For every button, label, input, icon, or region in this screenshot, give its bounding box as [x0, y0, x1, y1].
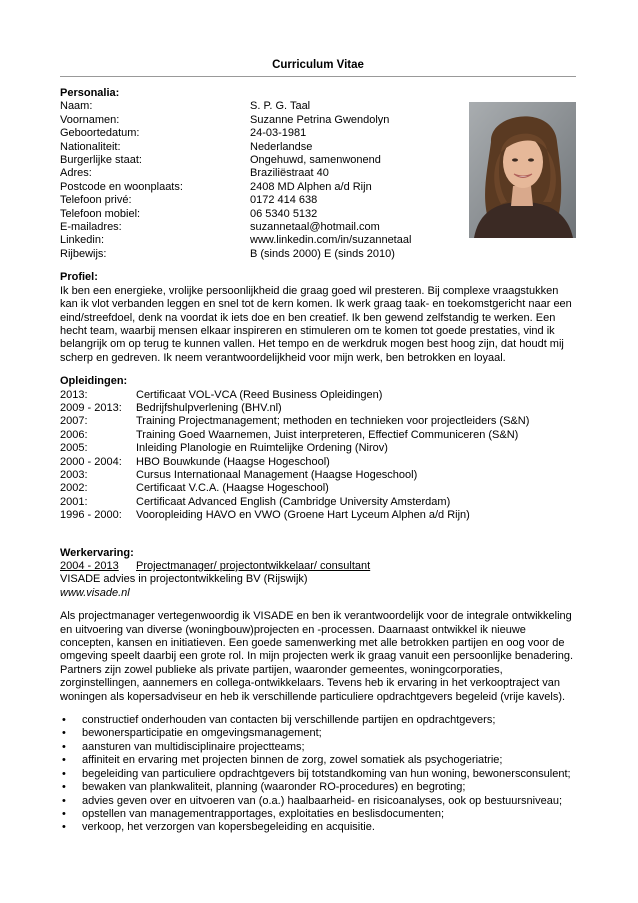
document-title: Curriculum Vitae — [272, 59, 364, 71]
personalia-value: 2408 MD Alphen a/d Rijn — [250, 180, 372, 193]
personalia-label: Telefoon privé: — [60, 194, 132, 207]
opleiding-row — [60, 389, 576, 402]
opleiding-row — [60, 496, 576, 509]
opleiding-text: Certificaat V.C.A. (Haagse Hogeschool) — [136, 482, 329, 495]
personalia-label: Postcode en woonplaats: — [60, 180, 183, 193]
opleiding-text: HBO Bouwkunde (Haagse Hogeschool) — [136, 455, 330, 468]
profiel-section — [60, 271, 576, 365]
opleiding-text: Cursus Internationaal Management (Haagse Hogeschool) — [136, 468, 418, 481]
opleiding-year: 2000 - 2004: — [60, 455, 122, 468]
job-description: Als projectmanager vertegenwoordig ik VISADE en ben ik verantwoordelijk voor de integrale ontwikkeling en uitvoering van diverse (woningbouw)projecten en -processen. Daarnaast ontwikkel ik nieuwe concepten, kansen en initiatieven. Een goede samenwerking met alle betrokken partijen en oog voor de omgeving speelt daarbij een grote rol. In mijn projecten werk ik graag vanuit een persoonlijke benadering. Partners zijn zowel publieke als private partijen, waaronder gemeentes, woningcorporaties, zorginstellingen, aannemers en collega-ontwikkelaars. Tevens heb ik ervaring in het verkooptraject van woningen als kopersadviseur en heb ik verschillende particuliere opdrachtgevers begeleid (vrije kavels). — [60, 610, 574, 703]
opleiding-row — [60, 442, 576, 455]
opleiding-year: 2005: — [60, 442, 88, 455]
job-header — [60, 560, 576, 573]
opleiding-text: Inleiding Planologie en Ruimtelijke Ordening (Nirov) — [136, 442, 388, 455]
job-bullet-item: • verkoop, het verzorgen van kopersbegeleiding en acquisitie. — [60, 821, 576, 834]
profile-photo — [469, 102, 576, 238]
opleiding-year: 2001: — [60, 495, 88, 508]
title-rule — [60, 76, 576, 77]
opleidingen-section — [60, 375, 576, 522]
opleiding-text: Certificaat Advanced English (Cambridge University Amsterdam) — [136, 495, 451, 508]
opleiding-row — [60, 456, 576, 469]
job-bullet-item: • constructief onderhouden van contacten bij verschillende partijen en opdrachtgevers; — [60, 714, 576, 727]
opleiding-row — [60, 469, 576, 482]
job-bullet-item: • affiniteit en ervaring met projecten binnen de zorg, zowel somatiek als psychogeriatrie; — [60, 754, 576, 767]
personalia-value: 06 5340 5132 — [250, 207, 318, 220]
job-bullet-item: • aansturen van multidisciplinaire projectteams; — [60, 741, 576, 754]
opleiding-text: Certificaat VOL-VCA (Reed Business Opleidingen) — [136, 388, 383, 401]
job-website: www.visade.nl — [60, 586, 130, 599]
opleiding-text: Vooropleiding HAVO en VWO (Groene Hart Lyceum Alphen a/d Rijn) — [136, 509, 470, 522]
opleiding-year: 1996 - 2000: — [60, 509, 122, 522]
personalia-value: www.linkedin.com/in/suzannetaal — [250, 234, 412, 247]
personalia-row — [60, 248, 576, 261]
job-bullet-list — [60, 714, 576, 835]
personalia-label: Nationaliteit: — [60, 140, 121, 153]
opleiding-row — [60, 429, 576, 442]
opleiding-year: 2007: — [60, 415, 88, 428]
personalia-value: 24-03-1981 — [250, 127, 307, 140]
personalia-label: Naam: — [60, 100, 93, 113]
personalia-label: Telefoon mobiel: — [60, 207, 141, 220]
personalia-label: Linkedin: — [60, 234, 105, 247]
personalia-value: S. P. G. Taal — [250, 100, 311, 113]
opleiding-row — [60, 509, 576, 522]
opleiding-year: 2006: — [60, 428, 88, 441]
opleiding-row — [60, 482, 576, 495]
profiel-heading: Profiel: — [60, 271, 98, 284]
job-bullet-item: • advies geven over en uitvoeren van (o.a.) haalbaarheid- en risicoanalyses, ook op bestuursniveau; — [60, 795, 576, 808]
opleiding-row — [60, 415, 576, 428]
personalia-label: Adres: — [60, 167, 92, 180]
personalia-value: Ongehuwd, samenwonend — [250, 154, 381, 167]
opleiding-text: Training Projectmanagement; methoden en technieken voor projectleiders (S&N) — [136, 415, 530, 428]
personalia-value: Braziliëstraat 40 — [250, 167, 329, 180]
opleidingen-heading: Opleidingen: — [60, 375, 128, 388]
job-bullet-item: • bewaken van plankwaliteit, planning (waaronder RO-procedures) en begroting; — [60, 781, 576, 794]
werkervaring-section — [60, 547, 576, 835]
opleiding-text: Bedrijfshulpverlening (BHV.nl) — [136, 401, 282, 414]
personalia-label: Geboortedatum: — [60, 127, 140, 140]
opleiding-year: 2009 - 2013: — [60, 401, 122, 414]
opleiding-year: 2003: — [60, 468, 88, 481]
werkervaring-heading: Werkervaring: — [60, 546, 134, 559]
job-period: 2004 - 2013 — [60, 560, 119, 572]
opleiding-row — [60, 402, 576, 415]
job-employer: VISADE advies in projectontwikkeling BV (Rijswijk) — [60, 573, 308, 586]
personalia-value: Nederlandse — [250, 140, 313, 153]
opleiding-year: 2002: — [60, 482, 88, 495]
job-role: Projectmanager/ projectontwikkelaar/ consultant — [136, 560, 371, 572]
personalia-label: Burgerlijke staat: — [60, 154, 142, 167]
personalia-value: B (sinds 2000) E (sinds 2010) — [250, 247, 395, 260]
personalia-section — [60, 87, 576, 261]
personalia-label: E-mailadres: — [60, 221, 122, 234]
opleidingen-list — [60, 389, 576, 523]
personalia-label: Rijbewijs: — [60, 247, 107, 260]
personalia-label: Voornamen: — [60, 113, 120, 126]
opleiding-text: Training Goed Waarnemen, Juist interpreteren, Effectief Communiceren (S&N) — [136, 428, 519, 441]
job-bullet-item: • opstellen van managementrapportages, exploitaties en beslisdocumenten; — [60, 808, 576, 821]
job-bullet-item: • bewonersparticipatie en omgevingsmanagement; — [60, 727, 576, 740]
profiel-text: Ik ben een energieke, vrolijke persoonlijkheid die graag goed wil presteren. Bij complexe vraagstukken kan ik vlot verbanden leggen en snel tot de kern komen. Ik werk graag taak- en toekomstgericht naar een eind/streefdoel, denk na voordat ik iets doe en ben creatief. Ik ben gewend zelfstandig te werken. Een hecht team, waarbij mensen elkaar inspireren en stimuleren om te komen tot goede prestaties, vind ik belangrijk om op terug te kunnen vallen. Het tempo en de werkdruk mogen best hoog zijn, dat houdt mij scherp en gedreven. Ik neem verantwoordelijkheid voor mijn werk, ben betrokken en loyaal. — [60, 284, 572, 364]
cv-page — [60, 58, 576, 835]
opleiding-year: 2013: — [60, 388, 88, 401]
portrait-image — [469, 102, 576, 238]
personalia-value: 0172 414 638 — [250, 194, 318, 207]
job-bullet-item: • begeleiding van particuliere opdrachtgevers bij totstandkoming van hun woning, bewonersconsulent; — [60, 768, 576, 781]
personalia-heading: Personalia: — [60, 87, 120, 99]
personalia-value: Suzanne Petrina Gwendolyn — [250, 113, 390, 126]
personalia-value: suzannetaal@hotmail.com — [250, 221, 380, 234]
